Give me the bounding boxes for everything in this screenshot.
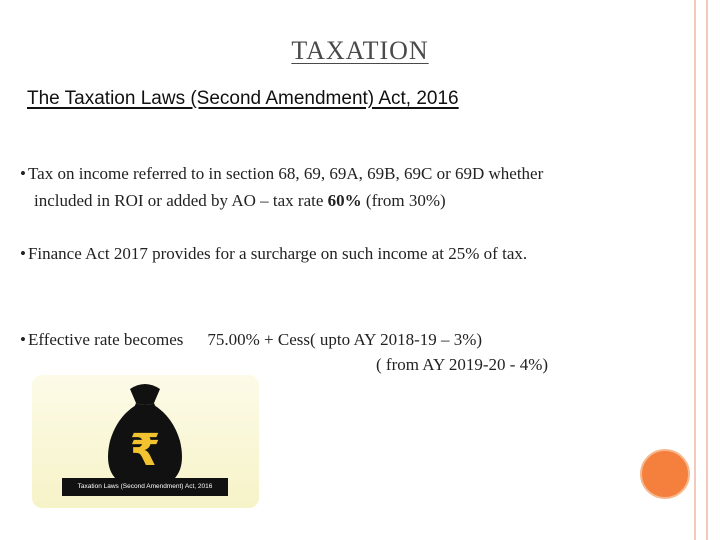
image-caption-bar: Taxation Laws (Second Amendment) Act, 2016 (62, 478, 228, 496)
bullet-marker: • (20, 330, 26, 349)
bullet-tax-on-income (20, 160, 660, 214)
bullet-label: Effective rate becomes (27, 330, 184, 349)
bullet-text-line2-post: (from 30%) (361, 191, 446, 210)
bullet-text-line2-pre: included in ROI or added by AO – tax rate (34, 191, 328, 210)
bullet-text: Finance Act 2017 provides for a surcharge on such income at 25% of tax. (27, 244, 528, 263)
tax-rate-value: 60% (327, 191, 362, 210)
right-border-line-outer (706, 0, 708, 540)
bullet-effective-rate (20, 326, 482, 353)
decorative-orange-circle (640, 449, 690, 499)
slide-title (0, 36, 720, 66)
bullet-surcharge (20, 240, 527, 267)
bullet-text-line2 (20, 187, 660, 214)
bullet-text-line1: Tax on income referred to in section 68, 69, 69A, 69B, 69C or 69D whether (27, 164, 544, 183)
slide-title-text: TAXATION (291, 36, 429, 65)
right-border-line-inner (694, 0, 696, 540)
bullet-marker: • (20, 244, 26, 263)
slide-subtitle: The Taxation Laws (Second Amendment) Act, 2016 (27, 88, 459, 109)
bullet-marker: • (20, 164, 26, 183)
cess-rate-line2: ( from AY 2019-20 - 4%) (376, 355, 549, 374)
rupee-symbol: ₹ (129, 425, 161, 476)
effective-rate-value: 75.00% + Cess( upto AY 2018-19 – 3%) (207, 330, 483, 349)
